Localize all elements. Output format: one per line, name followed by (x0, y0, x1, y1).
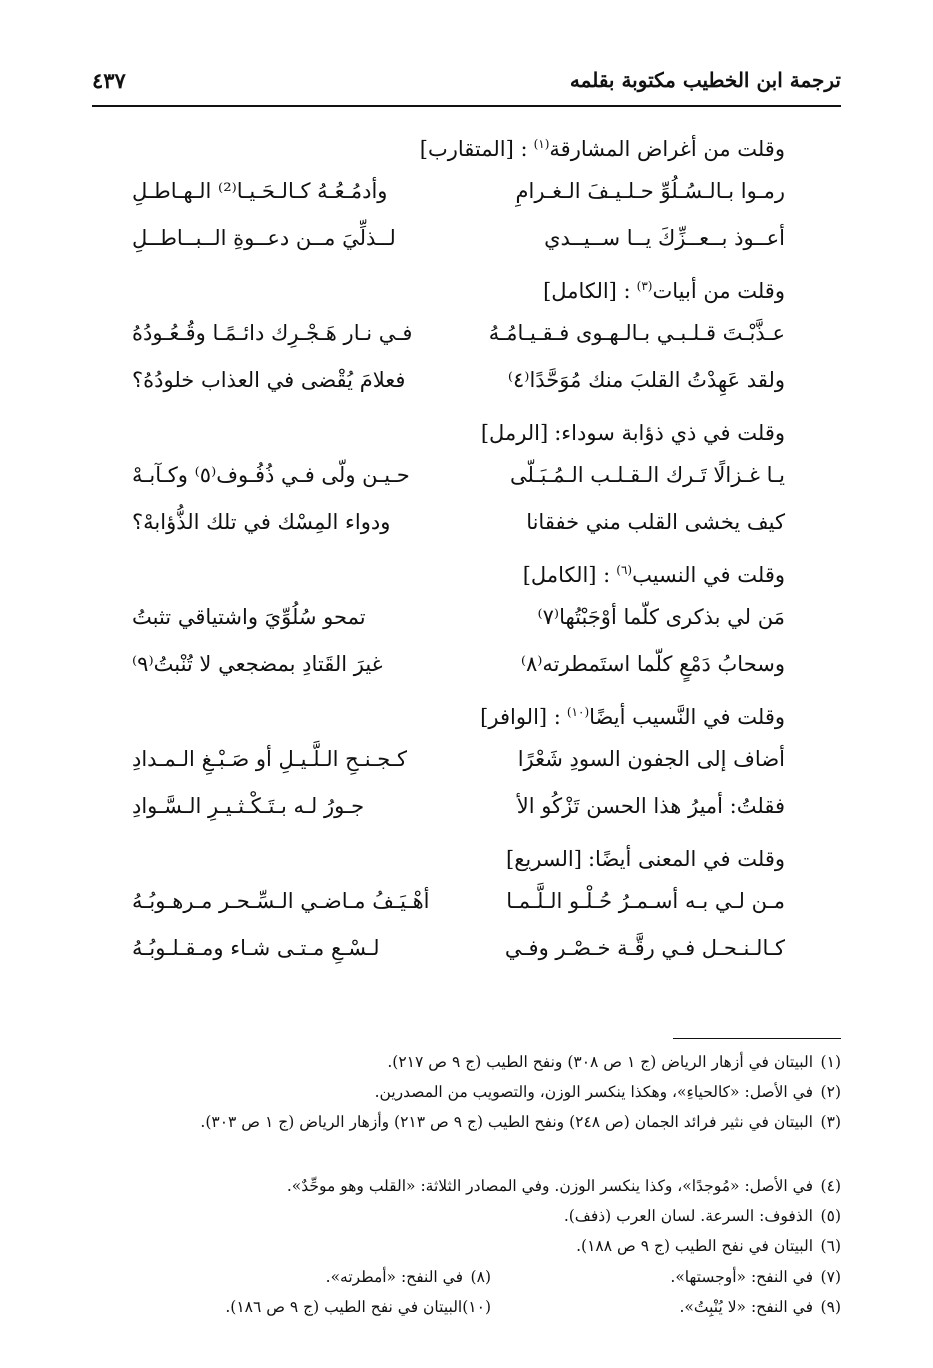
footnote-text: في النفح: «لا يُنْبِتُ». (679, 1298, 813, 1316)
verse-line (132, 925, 785, 972)
footnote-rule (673, 1038, 841, 1039)
footnote (118, 1082, 841, 1102)
meter-label: [السريع] (506, 847, 582, 871)
second-hemistich: وأدمُـعُـهُ كـالـحَـيـا⁽²⁾ الـهـاطـلِ (132, 179, 388, 203)
second-hemistich: لــذلِّيَ مــن دعــوةِ الــبــاطــلِ (132, 226, 396, 250)
footnote-text: في الأصل: «مُوجدًا»، وكذا ينكسر الوزن. وفي المصادر الثلاثة: «القلب وهو موحِّدٌ». (286, 1177, 813, 1195)
first-hemistich: أضاف إلى الجفون السودِ شَعْرًا (517, 747, 785, 771)
footnote-number: (٣) (820, 1113, 841, 1131)
footnote-pair (118, 1268, 841, 1290)
first-hemistich: أعــوذ بــعــزِّكَ يــا ســيــدي (544, 226, 785, 250)
footnote-text: في النفح: «أوجستها». (670, 1268, 813, 1286)
footnote-number: (٧) (820, 1268, 841, 1286)
footnote-number: (١) (820, 1053, 841, 1071)
footnote-number: (٥) (820, 1207, 841, 1225)
footnote-number: (٤) (820, 1177, 841, 1195)
verse-line (132, 594, 785, 641)
footnote-text: البيتان في نفح الطيب (ج ٩ ص ١٨٨). (576, 1237, 813, 1255)
first-hemistich: مَن لي بذكرى كلّما أوْجَبْتُها⁽٧⁾ (537, 605, 785, 629)
footnote-number: (٦) (820, 1237, 841, 1255)
second-hemistich: كـجـنـحِ الـلَّـيـلِ أو صَـبْـغِ الـمـدادِ (132, 747, 407, 771)
footnote-number: (١٠) (462, 1298, 491, 1316)
meter-label: [الرمل] (480, 421, 549, 445)
poem-body (132, 120, 785, 972)
running-header (92, 68, 841, 104)
footnote-text: البيتان في نثير فرائد الجمان (ص ٢٤٨) ونفح الطيب (ج ٩ ص ٢١٣) وأزهار الرياض (ج ١ ص ٣٠٣). (200, 1113, 813, 1131)
second-hemistich: لـسْـعِ مـتـى شـاء ومـقـلـوبُـهُ (132, 936, 380, 960)
footnote-number: (٩) (820, 1298, 841, 1316)
footnote-text: البيتان في نفح الطيب (ج ٩ ص ١٨٦). (225, 1298, 463, 1316)
first-hemistich: رمـوا بـالـسُـلُوِّ حـلـيـفَ الـغـرامِ (515, 179, 785, 203)
section-intro: وقلت في المعنى أيضًا:[السريع] (506, 847, 785, 871)
footnote-ref: (١٠) (566, 705, 590, 719)
section-2 (132, 262, 785, 404)
meter-label: : [الوافر] (480, 705, 561, 729)
footnote (225, 1298, 491, 1316)
header-rule (92, 105, 841, 107)
verse-line (132, 499, 785, 546)
footnote (118, 1176, 841, 1196)
page-number: ٤٣٧ (92, 68, 126, 93)
first-hemistich: ولقد عَهِدْتُ القلبَ منك مُوَحَّدًا⁽٤⁾ (507, 368, 785, 392)
footnote-number: (٨) (470, 1268, 491, 1286)
second-hemistich: ودواء المِسْك في تلك الذُّؤابهْ؟ (132, 510, 391, 534)
section-1 (132, 120, 785, 262)
footnote-ref: (٦) (616, 563, 633, 577)
footnote (118, 1236, 841, 1256)
footnote-text: في الأصل: «كالحياءِ»، وهكذا ينكسر الوزن، والتصويب من المصدرين. (374, 1083, 813, 1101)
section-5 (132, 688, 785, 830)
first-hemistich: مـن لـي بـه أسـمـرُ حُـلْـو الـلَّـمـا (506, 889, 785, 913)
footnote-text: البيتان في أزهار الرياض (ج ١ ص ٣٠٨) ونفح الطيب (ج ٩ ص ٢١٧). (387, 1053, 813, 1071)
first-hemistich: كيف يخشى القلب مني خفقانا (526, 510, 785, 534)
second-hemistich: غيرَ القَتادِ بمضجعي لا تُنْبتُ⁽٩⁾ (132, 652, 383, 676)
second-hemistich: جـورُ لـه بـتَـكْـثـيـرِ الـسَّـوادِ (132, 794, 365, 818)
section-intro: وقلت من أبيات$^{(٣)}$: [الكامل] (543, 279, 785, 303)
second-hemistich: فـي نـار هَـجْـرِك دائـمًـا وقُـعُـودُهُ (132, 321, 413, 345)
section-intro: وقلت في النسيب$^{(٦)}$: [الكامل] (522, 563, 785, 587)
section-intro: وقلت في النَّسيب أيضًا$^{(١٠)}$: [الوافر] (480, 705, 785, 729)
verse-line (132, 357, 785, 404)
verse-line (132, 783, 785, 830)
footnote (679, 1298, 841, 1316)
verse-line (132, 310, 785, 357)
meter-label: : [المتقارب] (419, 137, 528, 161)
verse-line (132, 215, 785, 262)
section-4 (132, 546, 785, 688)
footnote (670, 1268, 841, 1286)
running-title: ترجمة ابن الخطيب مكتوبة بقلمه (569, 68, 841, 92)
footnote (118, 1112, 841, 1132)
footnote-text: في النفح: «أمطرته». (325, 1268, 463, 1286)
first-hemistich: كـالـنـحـل فـي رقَّـة خـصْـر وفـي (504, 936, 785, 960)
first-hemistich: فقلتُ: أميرُ هذا الحسن تَزْكُو الأ (516, 794, 785, 818)
section-intro: وقلت من أغراض المشارقة$^{(١)}$: [المتقارب] (419, 137, 785, 161)
verse-line (132, 168, 785, 215)
meter-label: : [الكامل] (543, 279, 631, 303)
footnote (118, 1206, 841, 1226)
verse-line (132, 641, 785, 688)
footnote (118, 1052, 841, 1072)
second-hemistich: فعلامَ يُقْضى في العذاب خلودُهُ؟ (132, 368, 406, 392)
meter-label: : [الكامل] (522, 563, 611, 587)
footnote-ref: (٣) (636, 279, 653, 293)
section-6 (132, 830, 785, 972)
footnote (326, 1268, 491, 1286)
verse-line (132, 452, 785, 499)
footnote-text: الذفوف: السرعة. لسان العرب (ذفف). (563, 1207, 813, 1225)
verse-line (132, 736, 785, 783)
first-hemistich: عـذَّبْـتَ قـلـبـي بـالـهـوى فـقـيـامُـهُ (488, 321, 785, 345)
second-hemistich: أهْـيَـفُ مـاضـي الـسِّـحـر مـرهـوبُـهُ (132, 889, 430, 913)
footnote-pair (118, 1298, 841, 1320)
footnote-number: (٢) (820, 1083, 841, 1101)
second-hemistich: تمحو سُلُوِّيَ واشتياقي تثبتُ (132, 605, 366, 629)
footnote-ref: (١) (533, 137, 550, 151)
second-hemistich: حـيـن ولّى فـي ذُفُـوف⁽٥⁾ وكـآبـهْ (132, 463, 410, 487)
section-intro: وقلت في ذي ذؤابة سوداء:[الرمل] (480, 421, 785, 445)
first-hemistich: وسحابُ دَمْعٍ كلّما استَمطرته⁽٨⁾ (520, 652, 785, 676)
verse-line (132, 878, 785, 925)
section-3 (132, 404, 785, 546)
first-hemistich: يـا غـزالًا تَـرك الـقـلـب الـمُـبَـلّى (509, 463, 785, 487)
